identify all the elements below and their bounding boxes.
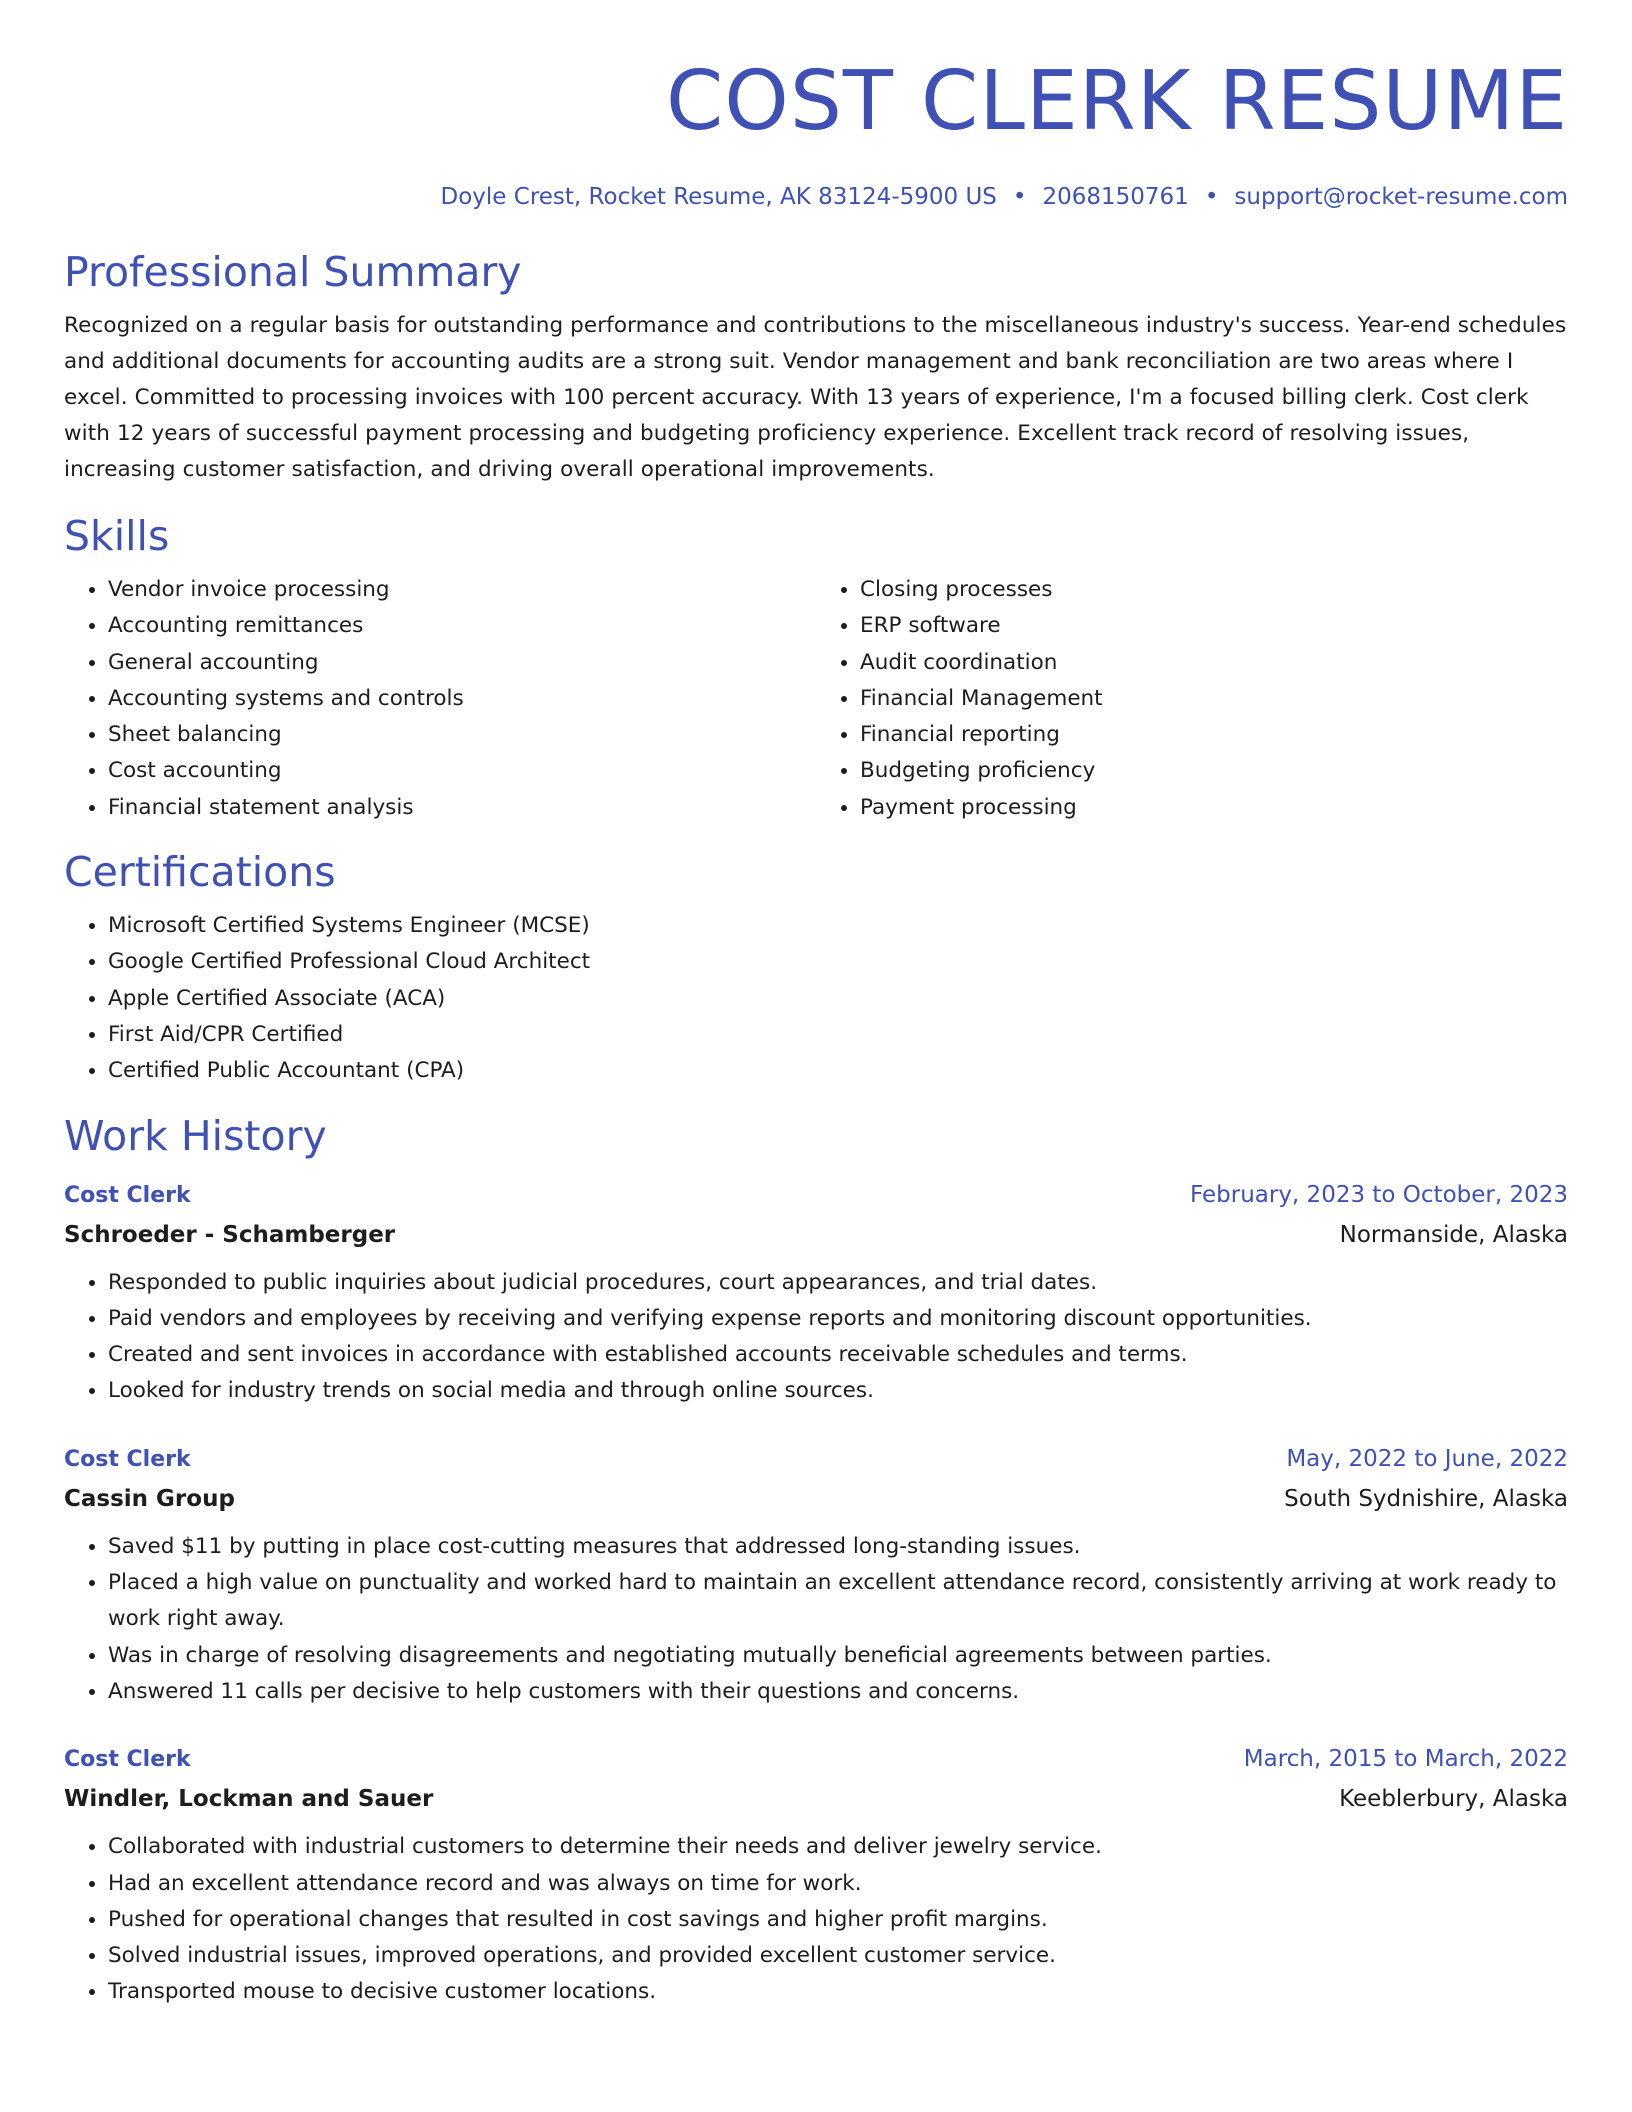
certification-item: • Apple Certified Associate (ACA) bbox=[108, 981, 1568, 1017]
job-bullet: • Saved $11 by putting in place cost-cutting measures that addressed long-standing issues. bbox=[108, 1529, 1568, 1565]
skill-item: • Financial Management bbox=[860, 681, 1568, 717]
job-entry bbox=[64, 1176, 1568, 1410]
job-entry bbox=[64, 1440, 1568, 1710]
contact-separator: • bbox=[1012, 184, 1027, 210]
certification-item: • Microsoft Certified Systems Engineer (MCSE) bbox=[108, 908, 1568, 944]
job-dates: February, 2023 to October, 2023 bbox=[1190, 1181, 1568, 1208]
job-bullet: • Paid vendors and employees by receiving and verifying expense reports and monitoring discount opportunities. bbox=[108, 1301, 1568, 1337]
job-bullet: • Created and sent invoices in accordance with established accounts receivable schedules and terms. bbox=[108, 1337, 1568, 1373]
job-title: Cost Clerk bbox=[64, 1747, 191, 1773]
contact-line bbox=[64, 180, 1568, 214]
job-company-row bbox=[64, 1215, 1568, 1255]
job-bullet: • Responded to public inquiries about judicial procedures, court appearances, and trial dates. bbox=[108, 1265, 1568, 1301]
job-location: Keeblerbury, Alaska bbox=[1339, 1786, 1568, 1813]
certification-item: • First Aid/CPR Certified bbox=[108, 1017, 1568, 1053]
section-title-certifications: Certifications bbox=[64, 848, 336, 897]
certification-item: • Certified Public Accountant (CPA) bbox=[108, 1053, 1568, 1089]
job-location: South Sydnishire, Alaska bbox=[1284, 1485, 1568, 1512]
contact-address: Doyle Crest, Rocket Resume, AK 83124-5900 US bbox=[440, 184, 997, 210]
job-entry bbox=[64, 1740, 1568, 2010]
job-dates: March, 2015 to March, 2022 bbox=[1243, 1746, 1568, 1773]
skill-item: • Financial statement analysis bbox=[108, 790, 816, 826]
job-dates: May, 2022 to June, 2022 bbox=[1286, 1445, 1568, 1472]
contact-phone: 2068150761 bbox=[1042, 184, 1189, 210]
skills-column-right bbox=[816, 572, 1568, 826]
job-bullet: • Had an excellent attendance record and was always on time for work. bbox=[108, 1866, 1568, 1902]
job-company-row bbox=[64, 1779, 1568, 1819]
skills-list bbox=[64, 572, 1568, 826]
job-bullet: • Collaborated with industrial customers to determine their needs and deliver jewelry service. bbox=[108, 1829, 1568, 1865]
certifications-list bbox=[64, 908, 1568, 1089]
job-bullets bbox=[64, 1829, 1568, 2010]
skill-item: • Budgeting proficiency bbox=[860, 753, 1568, 789]
section-title-work-history: Work History bbox=[64, 1111, 327, 1160]
job-bullet: • Solved industrial issues, improved operations, and provided excellent customer service. bbox=[108, 1938, 1568, 1974]
skill-item: • Accounting remittances bbox=[108, 608, 816, 644]
job-bullets bbox=[64, 1265, 1568, 1410]
job-company-row bbox=[64, 1479, 1568, 1519]
section-title-professional-summary: Professional Summary bbox=[64, 248, 522, 296]
resume-page bbox=[64, 0, 1568, 2011]
job-header-row bbox=[64, 1740, 1568, 1779]
skill-item: • Financial reporting bbox=[860, 717, 1568, 753]
job-header-row bbox=[64, 1176, 1568, 1215]
job-bullet: • Answered 11 calls per decisive to help customers with their questions and concerns. bbox=[108, 1674, 1568, 1710]
job-company: Schroeder - Schamberger bbox=[64, 1221, 396, 1248]
skill-item: • ERP software bbox=[860, 608, 1568, 644]
section-title-skills: Skills bbox=[64, 512, 170, 560]
job-header-row bbox=[64, 1440, 1568, 1479]
skill-item: • Sheet balancing bbox=[108, 717, 816, 753]
job-bullet: • Transported mouse to decisive customer locations. bbox=[108, 1974, 1568, 2010]
contact-email: support@rocket-resume.com bbox=[1234, 184, 1568, 210]
job-company: Cassin Group bbox=[64, 1485, 235, 1512]
resume-title: COST CLERK RESUME bbox=[666, 54, 1568, 149]
job-location: Normanside, Alaska bbox=[1339, 1221, 1568, 1248]
job-bullet: • Looked for industry trends on social media and through online sources. bbox=[108, 1373, 1568, 1409]
skill-item: • Accounting systems and controls bbox=[108, 681, 816, 717]
job-bullet: • Was in charge of resolving disagreements and negotiating mutually beneficial agreements between parties. bbox=[108, 1638, 1568, 1674]
skill-item: • Audit coordination bbox=[860, 645, 1568, 681]
summary-text: Recognized on a regular basis for outstanding performance and contributions to the miscellaneous industry's success. Year-end schedules and additional documents for accounting audits are a strong suit. Vendor management and bank reconciliation are two areas where I excel. Committed to processing invoices with 100 percent accuracy. With 13 years of experience, I'm a focused billing clerk. Cost clerk with 12 years of successful payment processing and budgeting proficiency experience. Excellent track record of resolving issues, increasing customer satisfaction, and driving overall operational improvements. bbox=[64, 313, 1567, 482]
job-title: Cost Clerk bbox=[64, 1182, 191, 1208]
job-bullets bbox=[64, 1529, 1568, 1710]
skill-item: • General accounting bbox=[108, 645, 816, 681]
certification-item: • Google Certified Professional Cloud Architect bbox=[108, 944, 1568, 980]
job-bullet: • Pushed for operational changes that resulted in cost savings and higher profit margins. bbox=[108, 1902, 1568, 1938]
contact-separator: • bbox=[1204, 184, 1219, 210]
job-bullet: • Placed a high value on punctuality and worked hard to maintain an excellent attendance record, consistently arriving at work ready to work right away. bbox=[108, 1565, 1568, 1638]
skill-item: • Vendor invoice processing bbox=[108, 572, 816, 608]
skill-item: • Closing processes bbox=[860, 572, 1568, 608]
skill-item: • Cost accounting bbox=[108, 753, 816, 789]
job-company: Windler, Lockman and Sauer bbox=[64, 1786, 434, 1813]
skills-column-left bbox=[64, 572, 816, 826]
job-title: Cost Clerk bbox=[64, 1446, 191, 1472]
skill-item: • Payment processing bbox=[860, 790, 1568, 826]
